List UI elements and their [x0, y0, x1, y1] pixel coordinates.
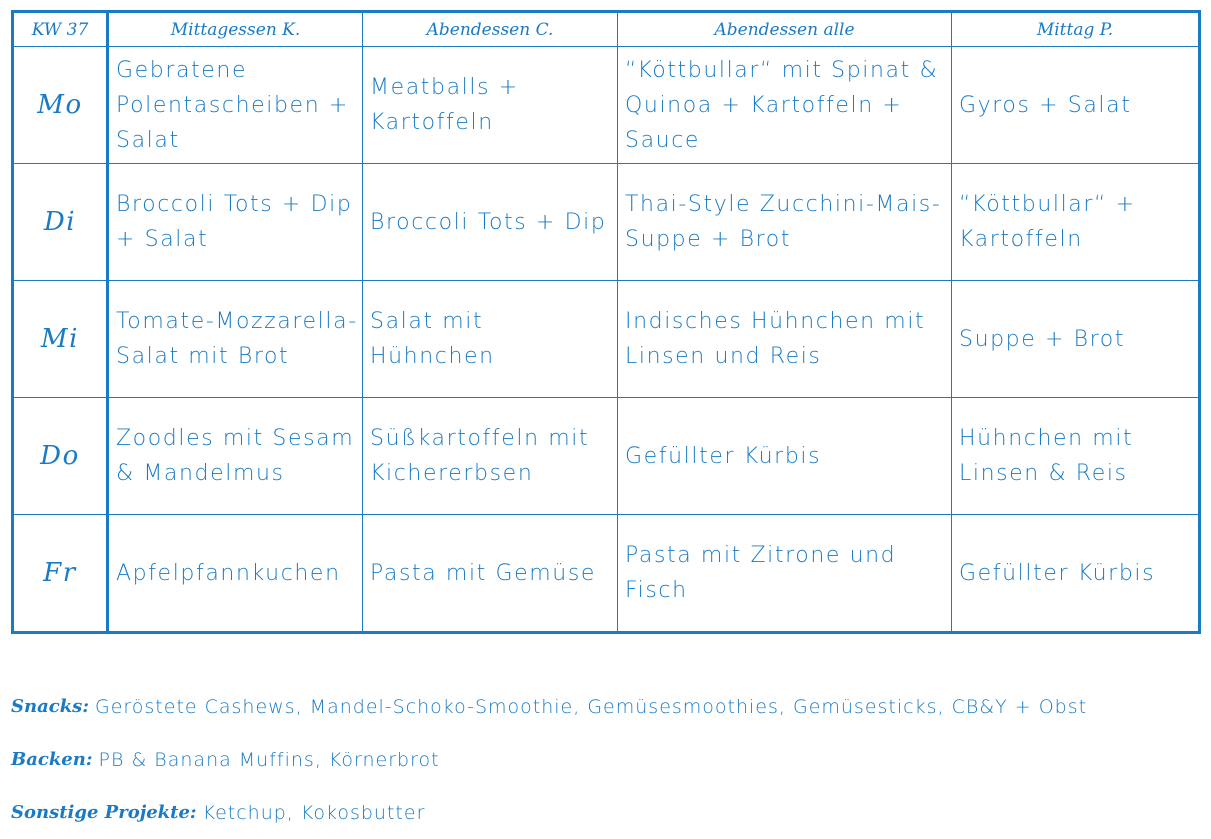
backen-value: PB & Banana Muffins, Körnerbrot — [98, 748, 440, 771]
table-row — [13, 398, 1200, 515]
meal-cell: Gefüllter Kürbis — [952, 515, 1200, 633]
snacks-line — [11, 680, 1201, 733]
meal-cell: Salat mit Hühnchen — [363, 281, 618, 398]
projects-value: Ketchup, Kokosbutter — [202, 801, 426, 824]
meal-cell: Apfelpfannkuchen — [108, 515, 363, 633]
day-label: Fr — [13, 515, 108, 633]
projects-label: Sonstige Projekte: — [11, 802, 197, 823]
table-row — [13, 515, 1200, 633]
backen-line — [11, 733, 1201, 786]
meal-cell: Gebratene Polentascheiben + Salat — [108, 47, 363, 164]
day-label: Do — [13, 398, 108, 515]
meal-cell: Suppe + Brot — [952, 281, 1200, 398]
snacks-label: Snacks: — [11, 696, 89, 717]
column-header-abendessen-c: Abendessen C. — [363, 12, 618, 47]
day-label: Di — [13, 164, 108, 281]
meal-cell: Thai-Style Zucchini-Mais-Suppe + Brot — [618, 164, 952, 281]
header-row — [13, 12, 1200, 47]
backen-label: Backen: — [11, 749, 93, 770]
table-row — [13, 164, 1200, 281]
meal-cell: “Köttbullar“ mit Spinat & Quinoa + Kartoffeln + Sauce — [618, 47, 952, 164]
meal-cell: “Köttbullar“ + Kartoffeln — [952, 164, 1200, 281]
day-label: Mo — [13, 47, 108, 164]
meal-cell: Süßkartoffeln mit Kichererbsen — [363, 398, 618, 515]
notes-section — [11, 680, 1201, 839]
column-header-mittag-p: Mittag P. — [952, 12, 1200, 47]
meal-cell: Pasta mit Zitrone und Fisch — [618, 515, 952, 633]
meal-cell: Broccoli Tots + Dip + Salat — [108, 164, 363, 281]
week-label: KW 37 — [13, 12, 108, 47]
column-header-abendessen-alle: Abendessen alle — [618, 12, 952, 47]
meal-cell: Gefüllter Kürbis — [618, 398, 952, 515]
meal-cell: Broccoli Tots + Dip — [363, 164, 618, 281]
table-row — [13, 47, 1200, 164]
meal-cell: Hühnchen mit Linsen & Reis — [952, 398, 1200, 515]
table-row — [13, 281, 1200, 398]
snacks-value: Geröstete Cashews, Mandel-Schoko-Smoothie, Gemüsesmoothies, Gemüsesticks, CB&Y + Obst — [94, 695, 1088, 718]
meal-cell: Pasta mit Gemüse — [363, 515, 618, 633]
meal-cell: Meatballs + Kartoffeln — [363, 47, 618, 164]
column-header-mittagessen-k: Mittagessen K. — [108, 12, 363, 47]
meal-plan-table — [11, 10, 1201, 634]
meal-cell: Indisches Hühnchen mit Linsen und Reis — [618, 281, 952, 398]
meal-cell: Gyros + Salat — [952, 47, 1200, 164]
day-label: Mi — [13, 281, 108, 398]
meal-cell: Zoodles mit Sesam & Mandelmus — [108, 398, 363, 515]
projects-line — [11, 786, 1201, 839]
meal-cell: Tomate-Mozzarella-Salat mit Brot — [108, 281, 363, 398]
